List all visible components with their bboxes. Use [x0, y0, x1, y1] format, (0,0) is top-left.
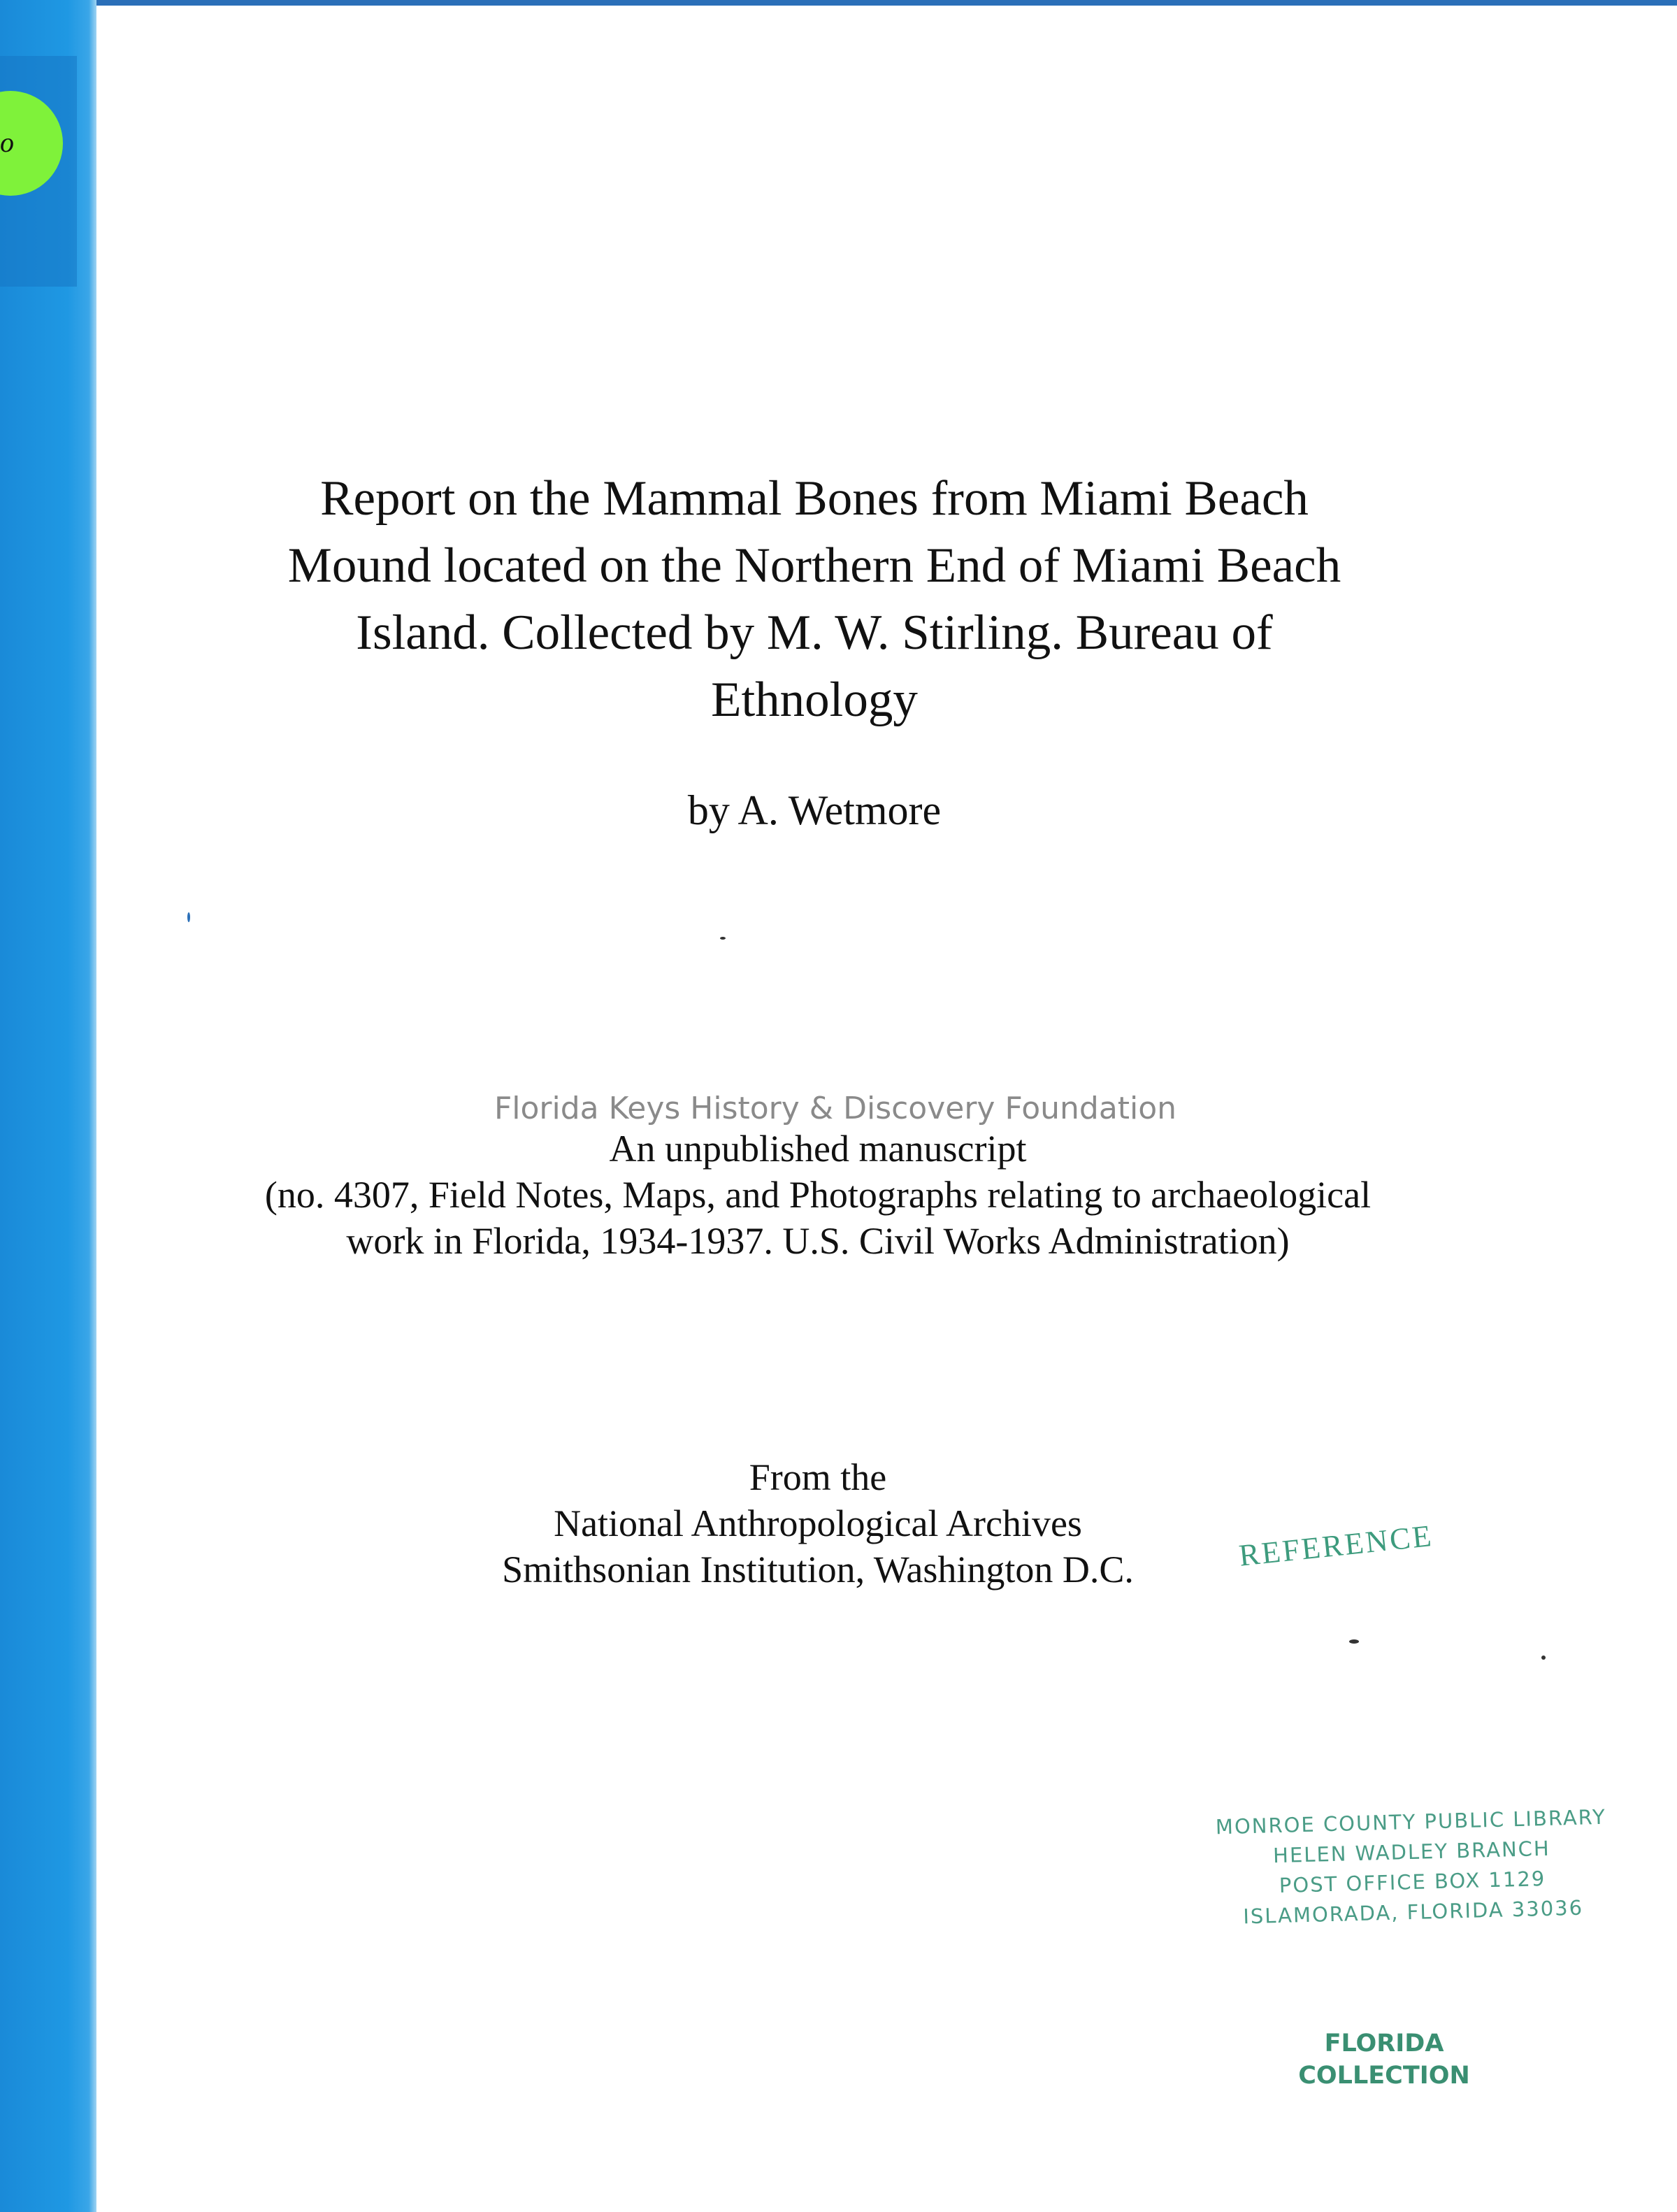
library-stamp-line: HELEN WADLEY BRANCH	[1272, 1836, 1551, 1868]
title-line: Mound located on the Northern End of Miami Beach	[287, 538, 1341, 593]
author-line: by A. Wetmore	[687, 787, 942, 833]
manuscript-line: (no. 4307, Field Notes, Maps, and Photographs relating to archaeological	[264, 1174, 1372, 1216]
manuscript-line: work in Florida, 1934-1937. U.S. Civil Works Administration)	[346, 1220, 1290, 1262]
sticker-mark: o	[0, 127, 14, 158]
source-line: National Anthropological Archives	[554, 1502, 1082, 1544]
title-line: Ethnology	[711, 673, 918, 727]
collection-stamp-line: FLORIDA	[1324, 2030, 1444, 2057]
collection-stamp-line: COLLECTION	[1298, 2062, 1470, 2090]
source-line: Smithsonian Institution, Washington D.C.	[502, 1549, 1134, 1590]
document-title	[119, 465, 1510, 733]
reference-stamp: REFERENCE	[1237, 1518, 1435, 1573]
library-stamp-line: POST OFFICE BOX 1129	[1279, 1867, 1546, 1897]
library-stamp-line: ISLAMORADA, FLORIDA 33036	[1242, 1895, 1584, 1929]
binder-strip	[0, 0, 96, 2212]
manuscript-line: An unpublished manuscript	[609, 1128, 1027, 1170]
florida-collection-stamp	[1272, 2027, 1496, 2092]
bleed-through-ghost	[119, 91, 138, 222]
title-line: Report on the Mammal Bones from Miami Beach	[320, 471, 1309, 526]
foundation-watermark: Florida Keys History & Discovery Foundation	[494, 1091, 1177, 1126]
library-stamp-line: MONROE COUNTY PUBLIC LIBRARY	[1215, 1804, 1607, 1839]
top-edge	[96, 0, 1677, 6]
title-line: Island. Collected by M. W. Stirling. Bureau of	[356, 605, 1273, 660]
scan-speck	[187, 912, 190, 922]
scan-speck	[1349, 1639, 1359, 1644]
scan-speck	[1541, 1656, 1546, 1660]
manuscript-note	[119, 1126, 1517, 1264]
source-block	[364, 1454, 1272, 1593]
scan-speck	[720, 937, 726, 940]
source-line: From the	[749, 1456, 887, 1498]
library-stamp	[1201, 1802, 1623, 1933]
